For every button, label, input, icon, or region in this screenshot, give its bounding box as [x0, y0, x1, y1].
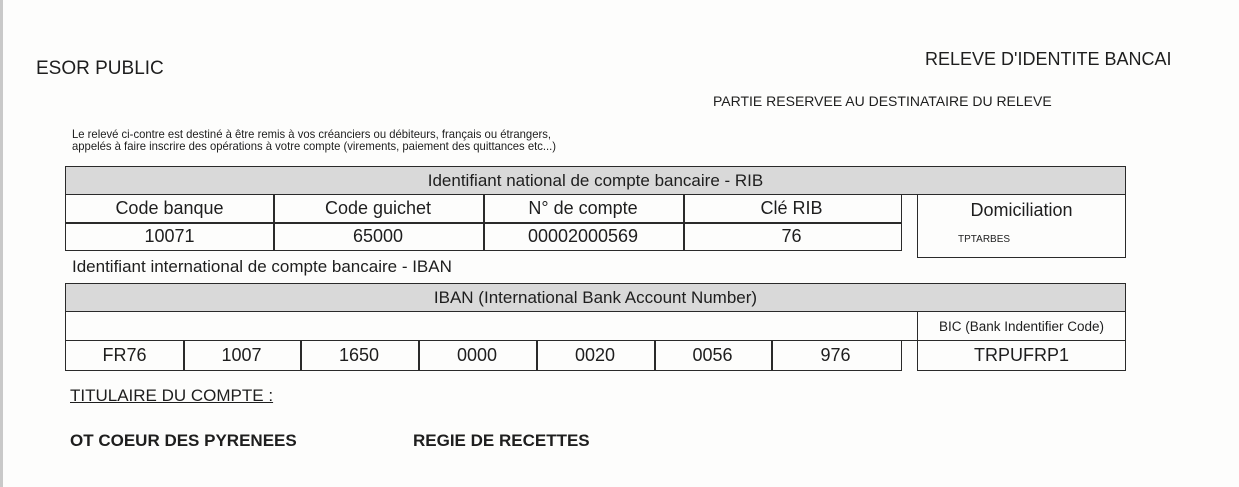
- iban-group-7: 976: [820, 345, 851, 365]
- iban-title: IBAN (International Bank Account Number): [433, 287, 758, 307]
- bic-value-cell: [917, 340, 1126, 371]
- value-code-banque: 10071: [144, 226, 195, 246]
- value-cle-rib: 76: [781, 226, 802, 246]
- domiciliation-box: [917, 194, 1126, 258]
- page-edge: [0, 0, 3, 487]
- intro-line-2: appelés à faire inscrire des opérations à votre compte (virements, paiement des quittances etc...): [72, 139, 557, 153]
- domiciliation-label: Domiciliation: [970, 199, 1073, 220]
- rib-value-row: [66, 223, 901, 250]
- value-code-guichet: 65000: [352, 226, 404, 246]
- intro-line-1: Le relevé ci-contre est destiné à être remis à vos créanciers ou débiteurs, français ou étrangers,: [72, 127, 552, 141]
- rib-title: Identifiant national de compte bancaire - RIB: [427, 170, 764, 190]
- domiciliation-value: TPTARBES: [958, 234, 1011, 245]
- iban-group-1: FR76: [102, 345, 147, 365]
- iban-group-6: 0056: [692, 345, 733, 365]
- reserved-note: PARTIE RESERVEE AU DESTINATAIRE DU RELEVE: [713, 93, 1052, 109]
- intro-text: [72, 128, 556, 152]
- iban-group-5: 0020: [574, 345, 616, 365]
- document-title: RELEVE D'IDENTITE BANCAI: [925, 49, 1172, 69]
- iban-group-4: 0000: [456, 345, 498, 365]
- iban-title-bar: [65, 283, 1126, 312]
- issuer-name: ESOR PUBLIC: [36, 58, 164, 79]
- rib-header-row: [66, 195, 901, 222]
- bic-label-cell: [917, 311, 1126, 341]
- header-code-banque: Code banque: [115, 198, 224, 218]
- value-numero-compte: 00002000569: [527, 226, 639, 246]
- header-cle-rib: Clé RIB: [760, 198, 823, 218]
- iban-groups-row: [65, 340, 902, 371]
- iban-group-2: 1007: [221, 345, 262, 365]
- holder-name: OT COEUR DES PYRENEES: [70, 431, 297, 450]
- holder-label: TITULAIRE DU COMPTE :: [70, 386, 274, 405]
- iban-group-3: 1650: [338, 345, 380, 365]
- rib-title-bar: [65, 166, 1126, 195]
- bic-value: TRPUFRP1: [973, 345, 1069, 365]
- iban-blank-row: [65, 311, 918, 341]
- iban-section-label: Identifiant international de compte bancaire - IBAN: [72, 257, 452, 276]
- holder-subtitle: REGIE DE RECETTES: [413, 431, 590, 450]
- header-code-guichet: Code guichet: [324, 198, 432, 218]
- rib-table: [65, 194, 902, 251]
- bic-label: BIC (Bank Indentifier Code): [938, 318, 1105, 334]
- header-numero-compte: N° de compte: [528, 198, 638, 218]
